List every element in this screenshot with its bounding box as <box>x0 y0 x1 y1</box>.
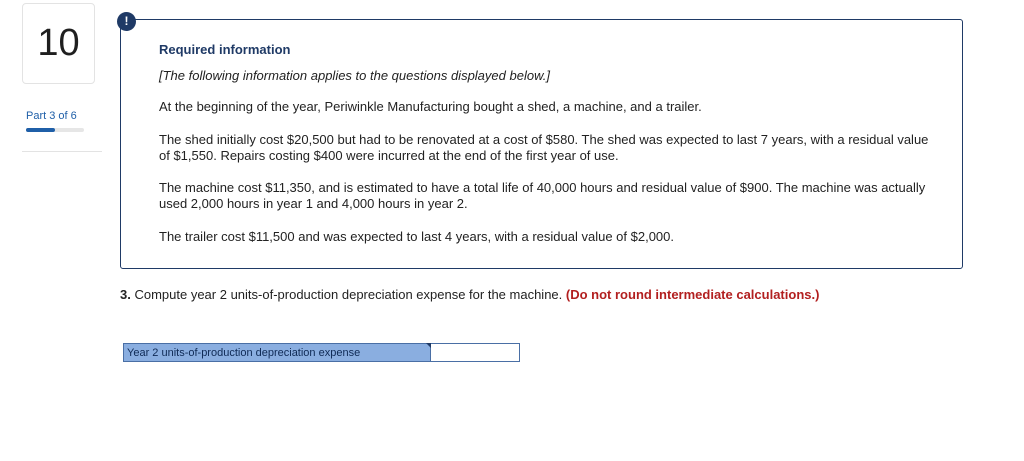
answer-row <box>123 343 520 362</box>
question-prompt <box>120 287 819 302</box>
info-paragraph-machine: The machine cost $11,350, and is estimated to have a total life of 40,000 hours and residual value of $900. The machine was actually used 2,000 hours in year 1 and 4,000 hours in year 2. <box>159 180 926 211</box>
part-indicator <box>26 110 77 122</box>
sidebar-divider <box>22 151 102 152</box>
part-of-label: of 6 <box>58 110 77 122</box>
part-label: Part 3 <box>26 110 56 122</box>
part-progress-bar <box>26 128 84 132</box>
alert-icon: ! <box>117 12 136 31</box>
question-text: Compute year 2 units-of-production depreciation expense for the machine. <box>134 287 563 302</box>
question-number: 10 <box>37 22 80 64</box>
question-index: 3. <box>120 287 131 302</box>
info-paragraph-purchase: At the beginning of the year, Periwinkle Manufacturing bought a shed, a machine, and a trailer. <box>159 99 702 114</box>
info-subtitle: [The following information applies to the questions displayed below.] <box>159 68 550 83</box>
question-number-box[interactable] <box>22 3 95 84</box>
question-warning: (Do not round intermediate calculations.) <box>565 287 820 302</box>
answer-label: Year 2 units-of-production depreciation expense <box>123 343 431 362</box>
part-progress-fill <box>26 128 55 132</box>
info-paragraph-trailer: The trailer cost $11,500 and was expected to last 4 years, with a residual value of $2,000. <box>159 229 675 244</box>
depreciation-expense-input[interactable] <box>431 343 520 362</box>
info-paragraph-shed: The shed initially cost $20,500 but had to be renovated at a cost of $580. The shed was expected to last 7 years, with a residual value of $1,550. Repairs costing $400 were incurred at the end of the first year of use. <box>159 132 929 163</box>
info-title: Required information <box>159 42 291 57</box>
